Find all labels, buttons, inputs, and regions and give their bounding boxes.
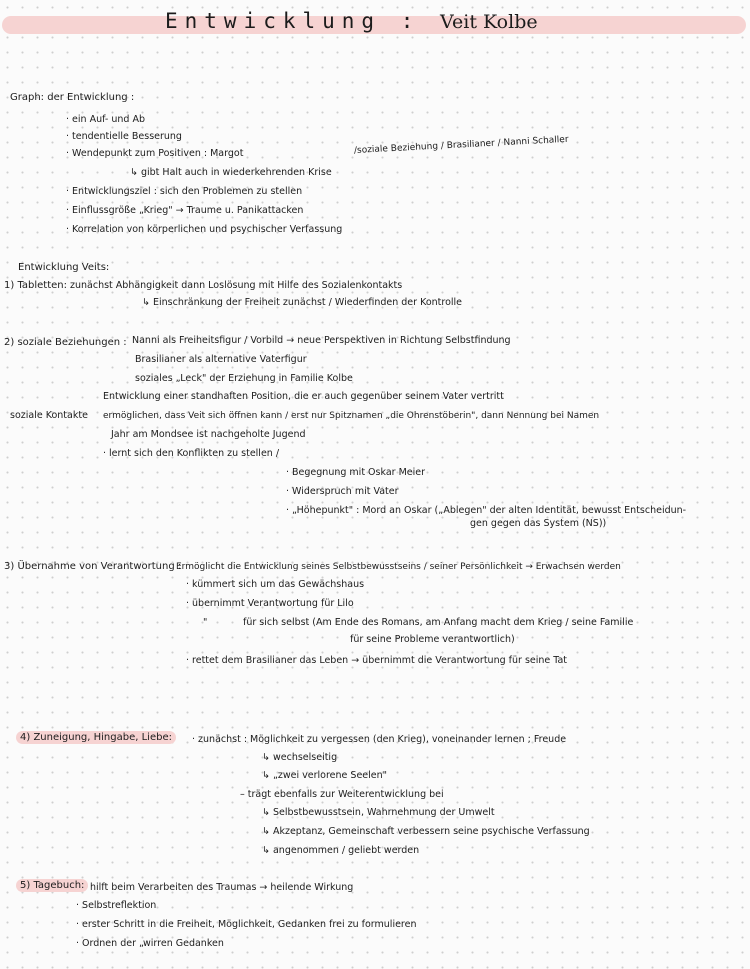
s4-line-1: · zunächst : Möglichkeit zu vergessen (den Krieg), voneinander lernen ; Freude: [192, 734, 567, 745]
s5-line-2: · Selbstreflektion: [76, 900, 157, 911]
graph-item-3-sub: ↳ gibt Halt auch in wiederkehrenden Krise: [130, 167, 332, 178]
s2-line-5: ermöglichen, dass Veit sich öffnen kann / erst nur Spitznamen „die Ohrenstöberin", dann Nennung bei Namen: [103, 411, 600, 421]
s3-line-1: Ermöglicht die Entwicklung seines Selbstbewusstseins / seiner Persönlichkeit → Erwachsen werden: [176, 562, 621, 572]
s4-line-5: ↳ Selbstbewusstsein, Wahrnehmung der Umwelt: [262, 807, 495, 818]
s5-line-1: hilft beim Verarbeiten des Traumas → heilende Wirkung: [90, 882, 354, 893]
graph-item-2: · tendentielle Besserung: [66, 131, 182, 142]
graph-item-1: · ein Auf- und Ab: [66, 114, 145, 125]
s2-label: 2) soziale Beziehungen :: [4, 337, 127, 348]
s2-line-3: soziales „Leck" der Erziehung in Familie Kolbe: [135, 373, 353, 384]
s1-label: 1) Tabletten:: [4, 280, 68, 291]
s3-ditto-mark: ": [203, 617, 208, 628]
s2-line-8: · Begegnung mit Oskar Meier: [286, 467, 425, 478]
s4-line-2: ↳ wechselseitig: [262, 752, 338, 763]
s3-line-2: · kümmert sich um das Gewächshaus: [186, 579, 365, 590]
graph-item-3: · Wendepunkt zum Positiven : Margot: [66, 148, 244, 159]
section-heading: Entwicklung Veits:: [18, 262, 110, 273]
s3-line-3: · übernimmt Verantwortung für Lilo: [186, 598, 354, 609]
s5-line-4: · Ordnen der „wirren Gedanken: [76, 938, 224, 949]
s4-line-7: ↳ angenommen / geliebt werden: [262, 845, 420, 856]
s2-line-2: Brasilianer als alternative Vaterfigur: [135, 354, 307, 365]
page-title: Entwicklung : Veit Kolbe: [165, 9, 538, 33]
graph-item-5: · Einflussgröße „Krieg" → Traume u. Panikattacken: [66, 205, 304, 216]
s1-line-2: ↳ Einschränkung der Freiheit zunächst / Wiederfinden der Kontrolle: [142, 297, 463, 308]
s3-line-4: für sich selbst (Am Ende des Romans, am Anfang macht dem Krieg / seine Familie: [243, 617, 634, 628]
s4-label: [16, 732, 176, 744]
s3-label: 3) Übernahme von Verantwortung :: [4, 561, 182, 572]
s3-line-6: · rettet dem Brasilianer das Leben → übernimmt die Verantwortung für seine Tat: [186, 655, 568, 666]
graph-side-note: /soziale Beziehung / Brasilianer / Nanni Schaller: [353, 134, 569, 156]
s1-line-1: zunächst Abhängigkeit dann Loslösung mit Hilfe des Sozialenkontakts: [70, 280, 403, 291]
s4-line-4: – trägt ebenfalls zur Weiterentwicklung bei: [240, 789, 444, 800]
graph-item-4: · Entwicklungsziel : sich den Problemen zu stellen: [66, 186, 303, 197]
s2-line-9: · Widerspruch mit Vater: [286, 486, 399, 497]
s5-line-3: · erster Schritt in die Freiheit, Möglichkeit, Gedanken frei zu formulieren: [76, 919, 417, 930]
s2-line-6: Jahr am Mondsee ist nachgeholte Jugend: [111, 429, 306, 440]
s5-label: [16, 880, 88, 892]
s3-line-5: für seine Probleme verantwortlich): [350, 634, 515, 645]
s2-line-7: · lernt sich den Konflikten zu stellen /: [103, 448, 280, 459]
graph-heading: Graph: der Entwicklung :: [10, 92, 135, 103]
s2-line-4: Entwicklung einer standhaften Position, die er auch gegenüber seinem Vater vertritt: [103, 391, 504, 402]
s2-line-10: · „Höhepunkt" : Mord an Oskar („Ablegen" der alten Identität, bewusst Entscheidun-: [286, 505, 687, 516]
s5-label-highlight: 5) Tagebuch:: [16, 879, 88, 892]
s4-line-6: ↳ Akzeptanz, Gemeinschaft verbessern seine psychische Verfassung: [262, 826, 590, 837]
graph-item-6: · Korrelation von körperlichen und psychischer Verfassung: [66, 224, 343, 235]
s4-label-highlight: 4) Zuneigung, Hingabe, Liebe:: [16, 731, 176, 744]
s2-line-5-label: soziale Kontakte: [10, 410, 88, 421]
s2-line-11: gen gegen das System (NS)): [470, 518, 607, 529]
s2-line-1: Nanni als Freiheitsfigur / Vorbild → neue Perspektiven in Richtung Selbstfindung: [132, 335, 511, 346]
s4-line-3: ↳ „zwei verlorene Seelen": [262, 770, 388, 781]
